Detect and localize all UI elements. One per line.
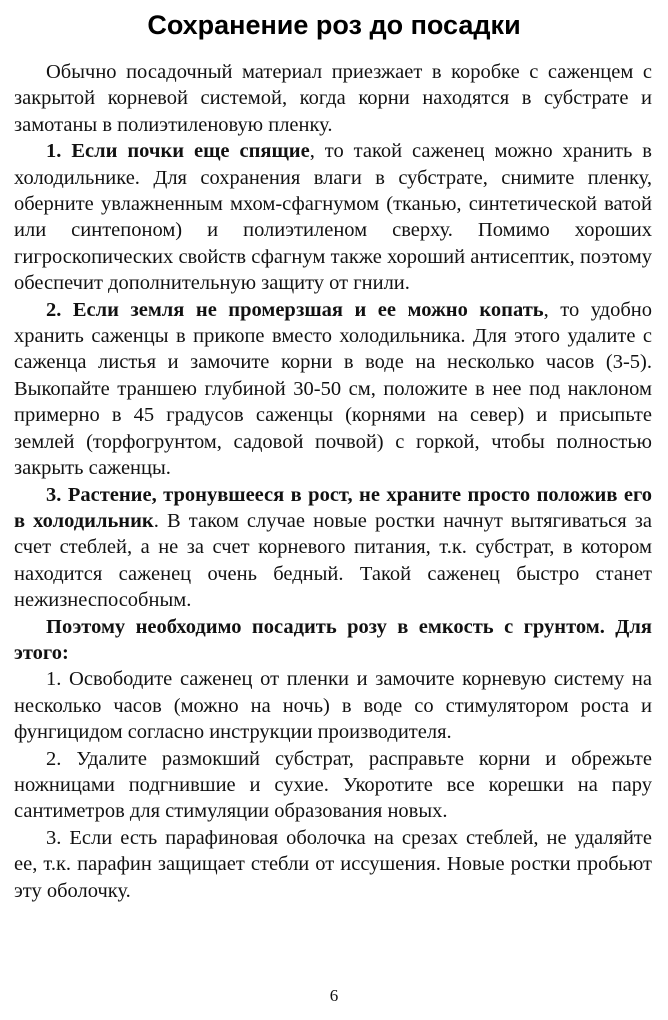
paragraph-6 [14,666,652,745]
paragraph-1 [14,59,652,138]
paragraph-5 [14,614,652,667]
paragraph-4 [14,482,652,614]
paragraph-7 [14,746,652,825]
page-number: 6 [329,986,339,1005]
paragraph-lead: Поэтому необходимо посадить розу в емкость с грунтом. Для этого: [14,615,652,664]
paragraph-text: 2. Удалите размокший субстрат, расправьте корни и обрежьте ножницами подгнившие и сухие. Укоротите все корешки на пару сантиметров для стимуляции образования новых. [14,747,652,823]
paragraph-text: , то такой саженец можно хранить в холодильнике. Для сохранения влаги в субстрате, снимите пленку, оберните увлажненным мхом-сфагнумом (тканью, синтетической ватой или синтепоном) и полиэтиленом сверху. Помимо хороших гигроскопических свойств сфагнум также хороший антисептик, поэтому обеспечит дополнительную защиту от гнили. [14,140,652,295]
paragraph-2 [14,138,652,296]
page-body [14,59,652,904]
paragraph-8 [14,825,652,904]
paragraph-text: Обычно посадочный материал приезжает в коробке с саженцем с закрытой корневой системой, когда корни находятся в субстрате и замотаны в полиэтиленовую пленку. [14,61,652,136]
paragraph-3 [14,297,652,482]
paragraph-lead: 1. Если почки еще спящие [46,140,310,163]
paragraph-lead: 3. Растение, тронувшееся в рост, не храните просто положив его в холодильник [14,483,652,532]
paragraph-text: 3. Если есть парафиновая оболочка на срезах стеблей, не удаляйте ее, т.к. парафин защищает стебли от иссушения. Новые ростки пробьют эту оболочку. [14,826,652,902]
page-title: Сохранение роз до посадки [147,10,521,40]
paragraph-text: 1. Освободите саженец от пленки и замочите корневую систему на несколько часов (можно на ночь) в воде со стимулятором роста и фунгицидом согласно инструкции производителя. [14,668,652,744]
paragraph-text: . В таком случае новые ростки начнут вытягиваться за счет стеблей, а не за счет корневого питания, т.к. субстрат, в котором находится саженец очень бедный. Такой саженец быстро станет нежизнеспособным. [14,509,652,612]
paragraph-text: , то удобно хранить саженцы в прикопе вместо холодильника. Для этого удалите с саженца листья и замочите корни в воде на несколько часов (3-5). Выкопайте траншею глубиной 30-50 см, положите в нее под наклоном примерно в 45 градусов саженцы (корнями на север) и присыпьте землей (торфогрунтом, садовой почвой) с горкой, чтобы полностью закрыть саженцы. [14,298,652,480]
paragraph-lead: 2. Если земля не промерзшая и ее можно копать [46,298,544,321]
